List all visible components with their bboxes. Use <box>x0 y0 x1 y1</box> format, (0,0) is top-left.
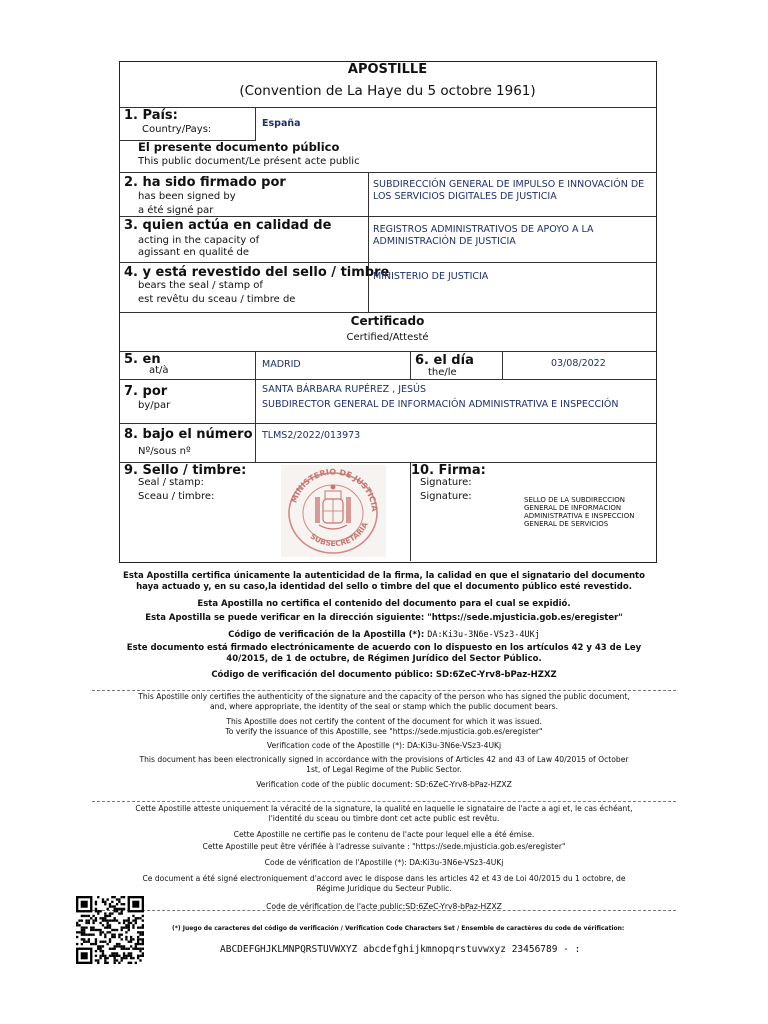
divider <box>368 172 369 312</box>
notice-line: Código de verificación del documento público: SD:6ZeC-Yrv8-bPaz-HZXZ <box>211 670 557 680</box>
field-seal-sub-en: bears the seal / stamp of <box>138 280 263 291</box>
notice-line: Verification code of the Apostille (*): DA:Ki3u-3N6e-VSz3-4UKj <box>266 741 502 750</box>
divider <box>255 351 256 462</box>
field-pais-label: 1. País: <box>124 108 178 123</box>
notice-line: Cette Apostille atteste uniquement la véracité de la signature, la qualité en laquelle le signataire de l'acte a agi et, le cas échéant, <box>135 804 633 813</box>
signature-line: SELLO DE LA SUBDIRECCION <box>524 496 625 504</box>
field-pais-value: España <box>262 118 301 129</box>
charset-note: (*) Juego de caracteres del código de verificación / Verification Code Characters Set / Ensemble de caractères du code de vérification: <box>172 925 625 932</box>
divider <box>119 107 656 108</box>
notice-line: To verify the issuance of this Apostille, see "https://sede.mjusticia.gob.es/eregister" <box>225 727 543 736</box>
field-stamp-sub-fr: Sceau / timbre: <box>138 491 215 502</box>
notice-line: haya actuado y, en su caso,la identidad del sello o timbre del que el documento público esté revestido. <box>136 582 632 592</box>
notice-line: and, where appropriate, the identity of the seal or stamp which the public document bears. <box>209 702 559 711</box>
charset-list: ABCDEFGHJKLMNPQRSTUVWXYZ abcdefghijkmnopqrstuvwxyz 23456789 - : <box>220 944 581 955</box>
notice-line: 1st, of Legal Regime of the Public Sector. <box>306 765 462 774</box>
divider <box>92 910 676 911</box>
signature-line: GENERAL DE INFORMACION <box>524 504 622 512</box>
verification-label: Código de verificación de la Apostilla (*): <box>228 630 425 640</box>
field-signature-sub-en: Signature: <box>420 477 472 488</box>
divider <box>119 351 656 352</box>
field-seal-label: 4. y está revestido del sello / timbre <box>124 265 390 280</box>
field-capacity-sub-fr: agissant en qualité de <box>138 247 250 258</box>
stamp-top-text: MINISTERIO DE JUSTICIA <box>289 467 380 512</box>
convention-subtitle: (Convention de La Haye du 5 octobre 1961) <box>239 83 536 99</box>
notice-line: Cette Apostille ne certifie pas le contenu de l'acte pour lequel elle a été émise. <box>233 830 535 839</box>
field-signed-sub-fr: a été signé par <box>138 205 214 216</box>
field-place-value: MADRID <box>262 359 301 370</box>
verification-code: DA:Ki3u-3N6e-VSz3-4UKj <box>427 630 540 640</box>
notice-line: Régime Juridique du Secteur Public. <box>316 884 452 893</box>
divider <box>119 262 656 263</box>
divider <box>119 379 656 380</box>
field-capacity-label: 3. quien actúa en calidad de <box>124 218 332 233</box>
field-by-sub: by/par <box>138 400 171 411</box>
field-capacity-value: REGISTROS ADMINISTRATIVOS DE APOYO A LA ADMINISTRACIÓN DE JUSTICIA <box>373 224 594 247</box>
notice-line: Esta Apostilla se puede verificar en la dirección siguiente: "https://sede.mjusticia.gob.es/eregister" <box>145 613 623 623</box>
notice-line: 40/2015, de 1 de octubre, de Régimen Jurídico del Sector Público. <box>226 654 542 664</box>
divider <box>502 351 503 379</box>
notice-line: l'identité du sceau ou timbre dont cet acte public est revêtu. <box>268 814 500 823</box>
seal-stamp-icon <box>281 465 386 557</box>
field-seal-sub-fr: est revêtu du sceau / timbre de <box>138 294 296 305</box>
field-date-label: 6. el día <box>415 353 474 368</box>
field-signature-label: 10. Firma: <box>411 463 486 478</box>
notice-line: This document has been electronically signed in accordance with the provisions of Articles 42 and 43 of Law 40/2015 of October <box>139 755 629 764</box>
field-signature-sub-fr: Signature: <box>420 491 472 502</box>
field-by-title: SUBDIRECTOR GENERAL DE INFORMACIÓN ADMINISTRATIVA E INSPECCIÓN <box>262 399 619 410</box>
signature-line: GENERAL DE SERVICIOS <box>524 520 609 528</box>
notice-line: This Apostille only certifies the authenticity of the signature and the capacity of the person who has signed the public document, <box>138 692 630 701</box>
field-signed-value: SUBDIRECCIÓN GENERAL DE IMPULSO E INNOVACIÓN DE LOS SERVICIOS DIGITALES DE JUSTICIA <box>373 179 645 202</box>
field-by-name: SANTA BÁRBARA RUPÉREZ , JESÚS <box>262 384 427 395</box>
field-capacity-sub-en: acting in the capacity of <box>138 235 260 246</box>
notice-line: Code de vérification de l'acte public:SD:6ZeC-Yrv8-bPaz-HZXZ <box>266 902 502 911</box>
notice-line: Esta Apostilla certifica únicamente la autenticidad de la firma, la calidad en que el signatario del documento <box>123 571 645 581</box>
apostille-title: APOSTILLE <box>347 62 428 77</box>
field-signed-label: 2. ha sido firmado por <box>124 175 286 190</box>
notice-line: This Apostille does not certify the content of the document for which it was issued. <box>226 717 542 726</box>
field-place-label: 5. en <box>124 352 161 367</box>
field-stamp-sub-en: Seal / stamp: <box>138 477 204 488</box>
signature-seal-text <box>524 496 634 528</box>
divider <box>119 216 656 217</box>
field-place-sub: at/à <box>149 365 169 376</box>
stamp-bottom-text: SUBSECRETARIA <box>308 520 370 549</box>
french-notice <box>60 804 708 912</box>
divider <box>255 107 256 140</box>
public-document-label: El presente documento público <box>138 140 340 154</box>
notice-line: Cette Apostille peut être vérifiée à l'adresse suivante : "https://sede.mjusticia.gob.es/eregister" <box>202 842 566 851</box>
field-date-sub: the/le <box>428 367 457 378</box>
field-number-sub: Nº/sous nº <box>138 446 191 457</box>
qr-code-icon <box>75 896 145 964</box>
field-pais-sub: Country/Pays: <box>142 124 212 135</box>
field-number-label: 8. bajo el número <box>124 427 253 442</box>
english-notice <box>60 692 708 790</box>
notice-line: Code de vérification de l'Apostille (*): DA:Ki3u-3N6e-VSz3-4UKj <box>264 858 504 867</box>
field-by-label: 7. por <box>124 384 168 399</box>
field-number-value: TLMS2/2022/013973 <box>262 430 361 441</box>
divider <box>92 801 676 802</box>
notice-line: Esta Apostilla no certifica el contenido del documento para el cual se expidió. <box>197 599 571 609</box>
field-seal-value: MINISTERIO DE JUSTICIA <box>373 271 489 282</box>
divider <box>92 690 676 691</box>
public-document-sub: This public document/Le présent acte public <box>138 156 360 167</box>
spanish-notice <box>60 571 708 681</box>
divider <box>410 351 411 379</box>
divider <box>119 423 656 424</box>
divider <box>119 312 656 313</box>
field-signed-sub-en: has been signed by <box>138 191 236 202</box>
divider <box>119 172 656 173</box>
certified-sub: Certified/Attesté <box>346 332 429 343</box>
certified-heading: Certificado <box>350 314 425 328</box>
notice-line: Este documento está firmado electrónicamente de acuerdo con lo dispuesto en los artículos 42 y 43 de Ley <box>126 643 642 653</box>
field-stamp-label: 9. Sello / timbre: <box>124 463 247 478</box>
svg-text:MINISTERIO DE JUSTICIA <box>289 467 379 512</box>
notice-line: Ce document a été signé electroniquement d'accord avec le dispose dans les articles 42 et 43 de Loi 40/2015 du 1 octobre, de <box>142 874 626 883</box>
field-date-value: 03/08/2022 <box>551 358 606 369</box>
notice-line: Verification code of the public document: SD:6ZeC-Yrv8-bPaz-HZXZ <box>256 780 512 789</box>
signature-line: ADMINISTRATIVA E INSPECCION <box>524 512 635 520</box>
